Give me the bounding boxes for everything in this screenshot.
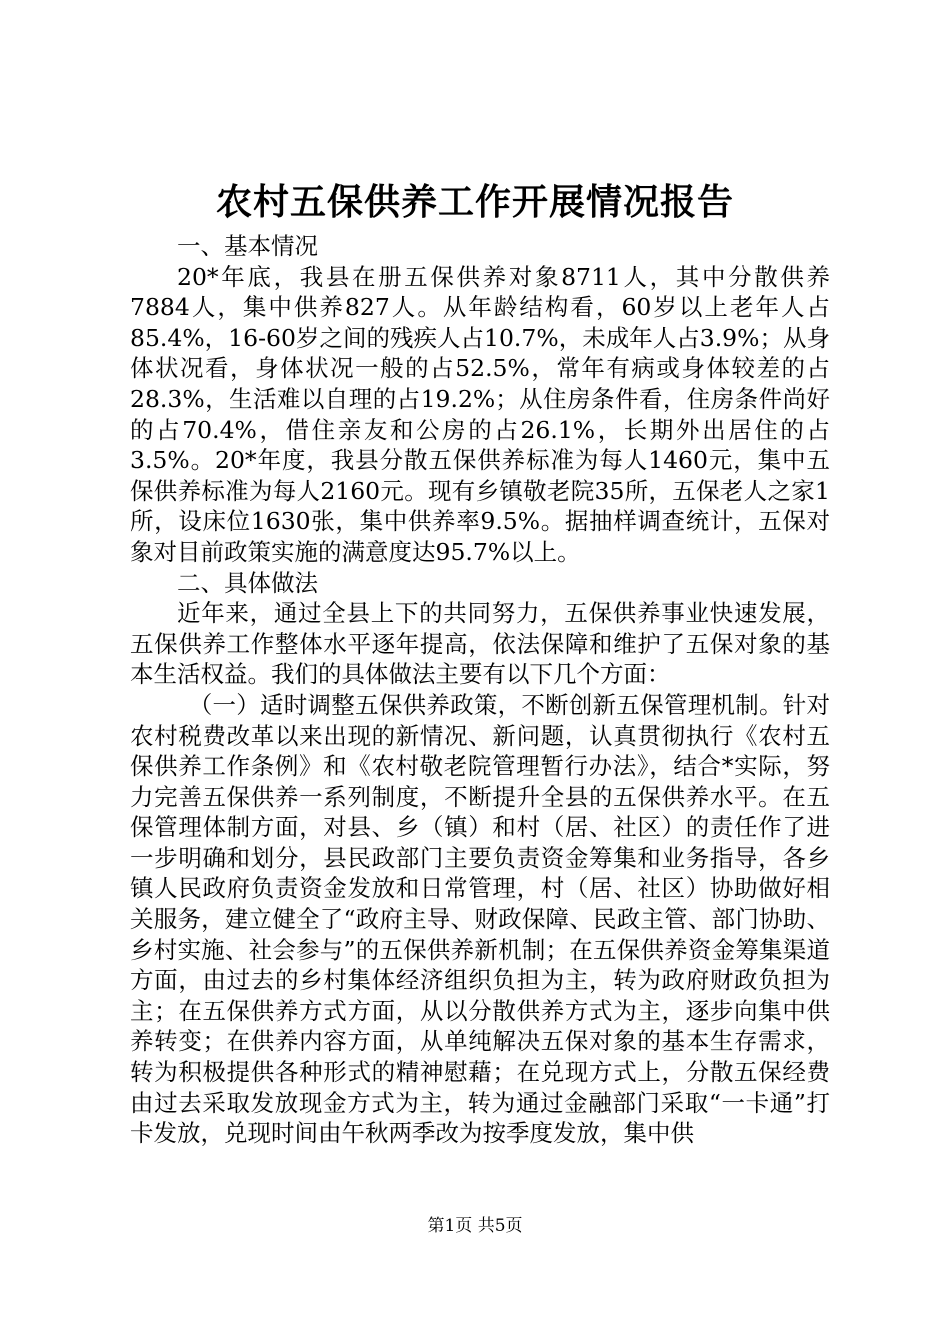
section-heading-basic: 一、基本情况 xyxy=(177,232,318,260)
section-heading-measures: 二、具体做法 xyxy=(177,568,318,597)
page-footer: 第1页 共5页 xyxy=(427,1216,523,1236)
paragraph-measure-one: （一）适时调整五保供养政策，不断创新五保管理机制。针对农村税费改革以来出现的新情况、新问题，认真贯彻执行《农村五保供养工作条例》和《农村敬老院管理暂行办法》，结合*实际，努力完善五保供养一系列制度，不断提升全县的五保供养水平。在五保管理体制方面，对县、乡（镇）和村（居、社区）的责任作了进一步明确和划分，县民政部门主要负责资金筹集和业务指导，各乡镇人民政府负责资金发放和日常管理，村（居、社区）协助做好相关服务，建立健全了“政府主导、财政保障、民政主管、部门协助、乡村实施、社会参与”的五保供养新机制；在五保供养资金筹集渠道方面，由过去的乡村集体经济组织负担为主，转为政府财政负担为主；在五保供养方式方面，从以分散供养方式为主，逐步向集中供养转变；在供养内容方面，从单纯解决五保对象的基本生存需求，转为积极提供各种形式的精神慰藉；在兑现方式上，分散五保经费由过去采取发放现金方式为主，转为通过金融部门采取“一卡通”打卡发放，兑现时间由午秋两季改为按季度发放，集中供 xyxy=(130,690,830,1148)
paragraph-basic-stats: 20*年底，我县在册五保供养对象8711人，其中分散供养7884人，集中供养827人。从年龄结构看，60岁以上老年人占85.4%，16-60岁之间的残疾人占10.7%，未成年人占3.9%；从身体状况看，身体状况一般的占52.5%，常年有病或身体较差的占28.3%，生活难以自理的占19.2%；从住房条件看，住房条件尚好的占70.4%，借住亲友和公房的占26.1%，长期外出居住的占3.5%。20*年度，我县分散五保供养标准为每人1460元，集中五保供养标准为每人2160元。现有乡镇敬老院35所，五保老人之家1所，设床位1630张，集中供养率9.5%。据抽样调查统计，五保对象对目前政策实施的满意度达95.7%以上。 xyxy=(130,262,830,566)
paragraph-measures-intro: 近年来，通过全县上下的共同努力，五保供养事业快速发展，五保供养工作整体水平逐年提高，依法保障和维护了五保对象的基本生活权益。我们的具体做法主要有以下几个方面： xyxy=(130,599,830,689)
document-title: 农村五保供养工作开展情况报告 xyxy=(215,181,734,223)
document-body xyxy=(130,231,830,1149)
